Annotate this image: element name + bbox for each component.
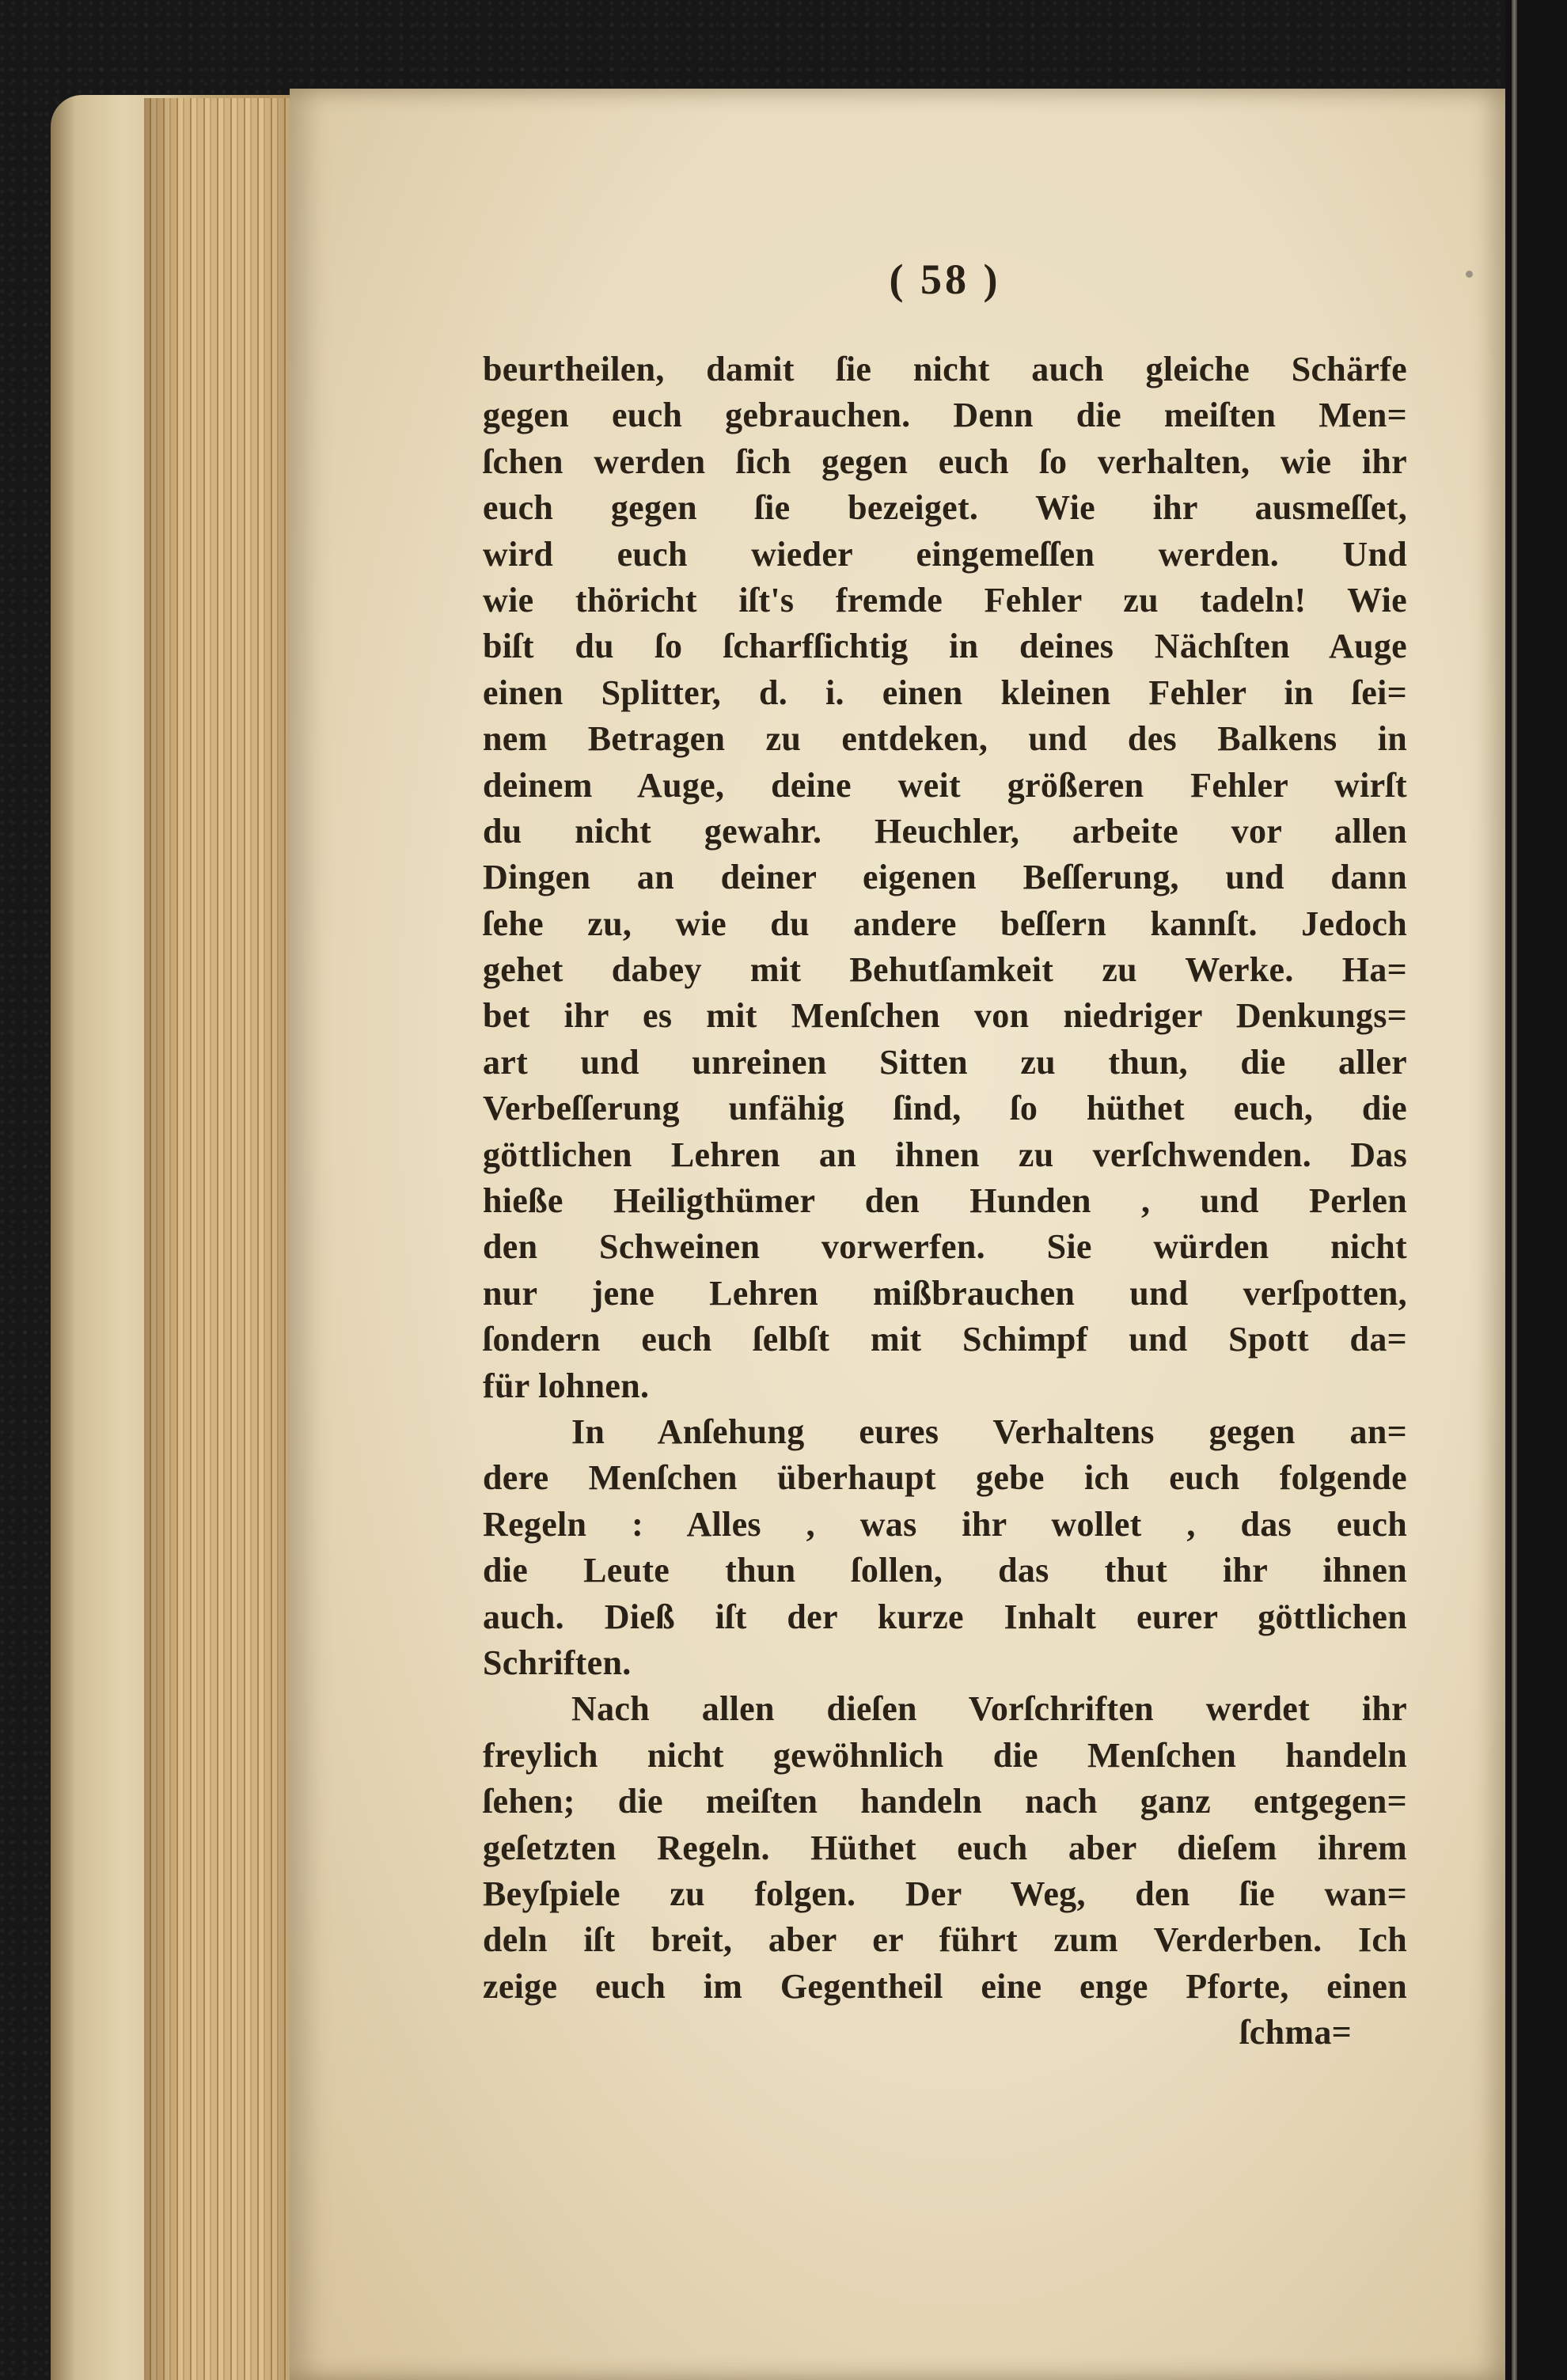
- text-line: ſchen werden ſich gegen euch ſo verhalten, wie ihr: [483, 442, 1407, 481]
- text-line: deln iſt breit, aber er führt zum Verderben. Ich: [483, 1920, 1407, 1960]
- text-line: gehet dabey mit Behutſamkeit zu Werke. Ha=: [483, 950, 1407, 990]
- text-line: beurtheilen, damit ſie nicht auch gleiche Schärfe: [483, 350, 1407, 388]
- text-line: auch. Dieß iſt der kurze Inhalt eurer göttlichen: [483, 1597, 1407, 1636]
- text-line: hieße Heiligthümer den Hunden , und Perlen: [483, 1181, 1407, 1221]
- page-edge-stack: [144, 98, 294, 2380]
- text-line: Beyſpiele zu folgen. Der Weg, den ſie wan=: [483, 1874, 1407, 1913]
- text-line: Nach allen dieſen Vorſchriften werdet ihr: [571, 1689, 1407, 1729]
- text-line: nem Betragen zu entdeken, und des Balkens in: [483, 719, 1407, 759]
- catchword: ſchma=: [1239, 2013, 1352, 2052]
- text-line: bet ihr es mit Menſchen von niedriger Denkungs=: [483, 996, 1407, 1036]
- text-line: den Schweinen vorwerfen. Sie würden nicht: [483, 1227, 1407, 1267]
- paragraph-3: [483, 1686, 1407, 2010]
- text-line: geſetzten Regeln. Hüthet euch aber dieſem ihrem: [483, 1828, 1407, 1867]
- text-line: Schriften.: [483, 1643, 632, 1682]
- text-line: euch gegen ſie bezeiget. Wie ihr ausmeſſet,: [483, 488, 1407, 528]
- text-line: einen Splitter, d. i. einen kleinen Fehler in ſei=: [483, 673, 1407, 712]
- paragraph-1: [483, 347, 1407, 1409]
- text-line: Verbeſſerung unfähig ſind, ſo hüthet euch, die: [483, 1089, 1407, 1128]
- text-line: nur jene Lehren mißbrauchen und verſpotten,: [483, 1273, 1407, 1313]
- text-line: zeige euch im Gegentheil eine enge Pforte, einen: [483, 1966, 1407, 2006]
- text-line: göttlichen Lehren an ihnen zu verſchwenden. Das: [483, 1135, 1407, 1174]
- text-line: du nicht gewahr. Heuchler, arbeite vor allen: [483, 811, 1407, 851]
- text-line: Regeln : Alles , was ihr wollet , das euch: [483, 1504, 1407, 1544]
- text-line: In Anſehung eures Verhaltens gegen an=: [571, 1412, 1407, 1451]
- text-line: ſondern euch ſelbſt mit Schimpf und Spott da=: [483, 1320, 1407, 1359]
- paper-spot: [1466, 271, 1473, 278]
- text-line: biſt du ſo ſcharfſichtig in deines Nächſten Auge: [483, 627, 1407, 666]
- text-line: dere Menſchen überhaupt gebe ich euch folgende: [483, 1458, 1407, 1498]
- paragraph-2: [483, 1409, 1407, 1686]
- cover-edge: [1505, 0, 1567, 2380]
- text-line: Dingen an deiner eigenen Beſſerung, und dann: [483, 858, 1407, 897]
- text-line: die Leute thun ſollen, das thut ihr ihnen: [483, 1551, 1407, 1590]
- opposite-page-edge: [1512, 0, 1517, 2380]
- page-number: ( 58 ): [889, 256, 1001, 303]
- text-line: freylich nicht gewöhnlich die Menſchen handeln: [483, 1735, 1407, 1775]
- text-line: art und unreinen Sitten zu thun, die aller: [483, 1042, 1407, 1082]
- text-line: gegen euch gebrauchen. Denn die meiſten Men=: [483, 396, 1407, 435]
- body-text: [483, 347, 1407, 2056]
- text-line: wie thöricht iſt's fremde Fehler zu tadeln! Wie: [483, 580, 1407, 620]
- text-line: wird euch wieder eingemeſſen werden. Und: [483, 534, 1407, 574]
- text-line: für lohnen.: [483, 1366, 650, 1405]
- text-line: ſehen; die meiſten handeln nach ganz entgegen=: [483, 1782, 1407, 1821]
- text-line: deinem Auge, deine weit größeren Fehler wirſt: [483, 765, 1407, 805]
- text-line: ſehe zu, wie du andere beſſern kannſt. Jedoch: [483, 904, 1407, 943]
